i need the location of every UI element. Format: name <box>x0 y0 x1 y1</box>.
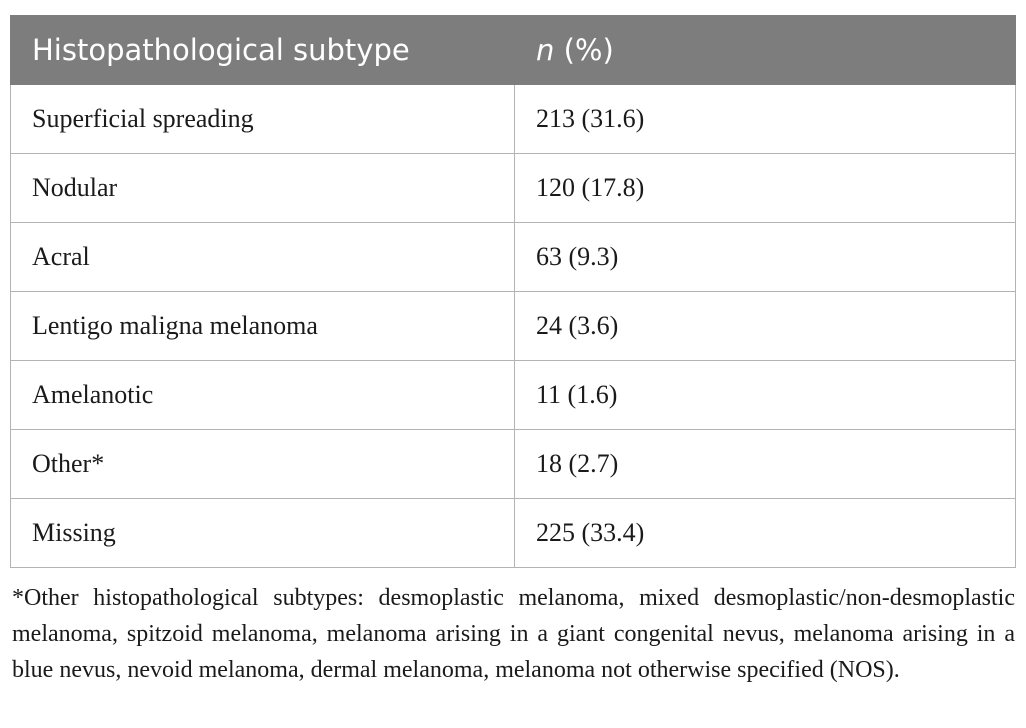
row-subtype: Nodular <box>11 154 515 223</box>
row-subtype: Superficial spreading <box>11 85 515 154</box>
table-row <box>11 292 1016 361</box>
table-row <box>11 85 1016 154</box>
table-row <box>11 430 1016 499</box>
subtype-table <box>10 15 1016 568</box>
table-row <box>11 499 1016 568</box>
row-value: 225 (33.4) <box>515 499 1016 568</box>
header-n-label: n <box>536 33 555 67</box>
table-footnote: *Other histopathological subtypes: desmoplastic melanoma, mixed desmoplastic/non-desmoplastic melanoma, spitzoid melanoma, melanoma arising in a giant congenital nevus, melanoma arising in a blue nevus, nevoid melanoma, dermal melanoma, melanoma not otherwise specified (NOS). <box>12 585 1015 683</box>
row-subtype: Acral <box>11 223 515 292</box>
row-subtype: Other* <box>11 430 515 499</box>
table-header <box>11 16 1016 85</box>
table-row <box>11 361 1016 430</box>
row-value: 63 (9.3) <box>515 223 1016 292</box>
subtype-table-container <box>10 15 1015 568</box>
header-pct-label: (%) <box>554 33 614 67</box>
header-row <box>11 16 1016 85</box>
row-value: 120 (17.8) <box>515 154 1016 223</box>
row-value: 11 (1.6) <box>515 361 1016 430</box>
row-value: 213 (31.6) <box>515 85 1016 154</box>
header-n-percent <box>515 16 1016 85</box>
row-subtype: Amelanotic <box>11 361 515 430</box>
row-value: 18 (2.7) <box>515 430 1016 499</box>
table-body <box>11 85 1016 568</box>
row-subtype: Missing <box>11 499 515 568</box>
row-value: 24 (3.6) <box>515 292 1016 361</box>
row-subtype: Lentigo maligna melanoma <box>11 292 515 361</box>
table-row <box>11 154 1016 223</box>
table-row <box>11 223 1016 292</box>
header-subtype: Histopathological subtype <box>11 16 515 85</box>
